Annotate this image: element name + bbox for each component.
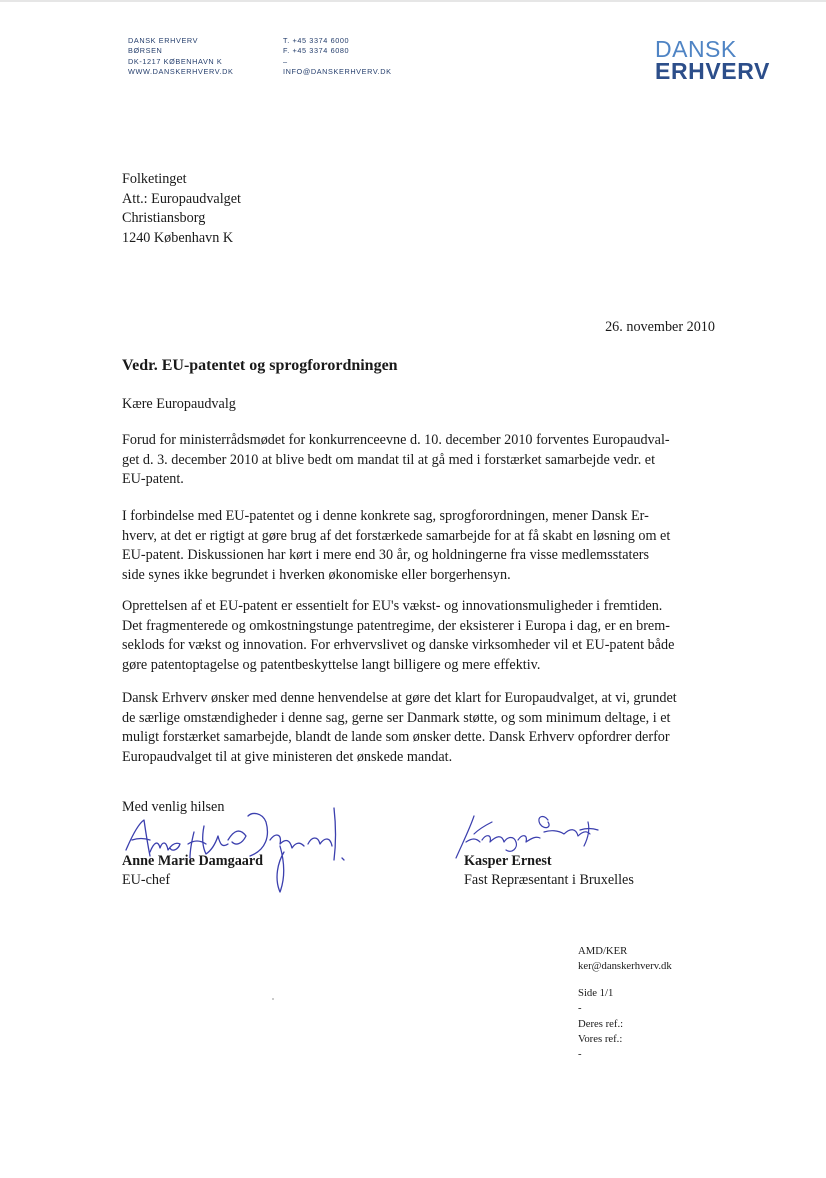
letterhead-contact bbox=[283, 36, 392, 77]
body-paragraph-2 bbox=[122, 507, 716, 585]
paragraph-line: Oprettelsen af et EU-patent er essentielt for EU's vækst- og innovationsmuligheder i fremtiden. bbox=[122, 598, 663, 614]
vores-ref: Vores ref.: bbox=[578, 1032, 623, 1045]
paragraph-line: get d. 3. december 2010 at blive bedt om mandat til at gå med i forstærket samarbejde vedr. et bbox=[122, 451, 656, 468]
paragraph-line: EU-patent. bbox=[122, 471, 184, 487]
letter-subject: Vedr. EU-patentet og sprogforordningen bbox=[122, 357, 398, 374]
paragraph-line: EU-patent. Diskussionen har kørt i mere end 30 år, og holdningerne fra visse medlemsstaters bbox=[122, 547, 649, 563]
paragraph-line: Forud for ministerrådsmødet for konkurrenceevne d. 10. december 2010 forventes Europaudval- bbox=[122, 432, 670, 448]
body-paragraph-1 bbox=[122, 431, 716, 490]
recipient-line: 1240 København K bbox=[122, 229, 234, 246]
signatory-2-name: Kasper Ernest bbox=[464, 853, 552, 869]
body-paragraph-3 bbox=[122, 597, 716, 675]
dansk-erhverv-logo bbox=[655, 38, 770, 82]
paragraph-line: seklods for vækst og innovation. For erhvervslivet og danske virksomheder vil et EU-patent både bbox=[122, 637, 675, 653]
paragraph-line: muligt forstærket samarbejde, blandt de lande som ønsker dette. Dansk Erhverv opfordrer derfor bbox=[122, 729, 670, 745]
page-number: Side 1/1 bbox=[578, 987, 614, 999]
paragraph-line: Europaudvalget til at give ministeren det ønskede mandat. bbox=[122, 748, 453, 765]
meta-dash: - bbox=[578, 1002, 582, 1015]
reference-initials-block bbox=[578, 944, 672, 975]
top-edge-line bbox=[0, 0, 826, 2]
contact-dash: – bbox=[283, 56, 288, 66]
company-building: BØRSEN bbox=[128, 46, 163, 56]
fax: F. +45 3374 6080 bbox=[283, 46, 350, 56]
contact-email: ker@danskerhverv.dk bbox=[578, 960, 672, 973]
paragraph-line: Det fragmenterede og omkostningstunge patentregime, der eksisterer i Europa i dag, er en brem- bbox=[122, 617, 670, 634]
company-website: WWW.DANSKERHVERV.DK bbox=[128, 66, 234, 76]
letterhead-address bbox=[128, 36, 233, 77]
reference-page-block bbox=[578, 986, 623, 1062]
recipient-line: Folketinget bbox=[122, 171, 187, 187]
recipient-line: Att.: Europaudvalget bbox=[122, 190, 241, 207]
paragraph-line: de særlige omstændigheder i denne sag, gerne ser Danmark støtte, og som minimum deltage, i et bbox=[122, 709, 671, 726]
logo-word-erhverv: ERHVERV bbox=[655, 58, 770, 84]
deres-ref: Deres ref.: bbox=[578, 1017, 624, 1030]
recipient-address bbox=[122, 170, 241, 248]
signatory-2-role: Fast Repræsentant i Bruxelles bbox=[464, 872, 634, 888]
paragraph-line: gøre patentoptagelse og patentbeskyttelse langt billigere og mere effektiv. bbox=[122, 656, 541, 673]
paragraph-line: I forbindelse med EU-patentet og i denne konkrete sag, sprogforordningen, mener Dansk Er- bbox=[122, 508, 649, 524]
scan-speck bbox=[272, 998, 274, 1000]
meta-dash: - bbox=[578, 1048, 582, 1061]
body-paragraph-4 bbox=[122, 689, 716, 767]
paragraph-line: side synes ikke begrundet i hverken økonomiske eller borgerhensyn. bbox=[122, 566, 511, 583]
signatory-1-role: EU-chef bbox=[122, 872, 171, 888]
paragraph-line: hverv, at det er rigtigt at gøre brug af det forstærkede samarbejde for at få skabt en løsning om et bbox=[122, 527, 671, 544]
email: INFO@DANSKERHVERV.DK bbox=[283, 66, 392, 76]
phone: T. +45 3374 6000 bbox=[283, 36, 350, 45]
salutation: Kære Europaudvalg bbox=[122, 396, 236, 412]
logo-word-dansk: DANSK bbox=[655, 36, 737, 62]
company-postal: DK-1217 KØBENHAVN K bbox=[128, 56, 223, 66]
recipient-line: Christiansborg bbox=[122, 210, 206, 226]
paragraph-line: Dansk Erhverv ønsker med denne henvendelse at gøre det klart for Europaudvalget, at vi, grundet bbox=[122, 690, 677, 706]
letter-date: 26. november 2010 bbox=[605, 319, 715, 335]
closing-phrase: Med venlig hilsen bbox=[122, 799, 225, 815]
company-name: DANSK ERHVERV bbox=[128, 36, 199, 45]
signatory-1-name: Anne Marie Damgaard bbox=[122, 853, 264, 869]
initials: AMD/KER bbox=[578, 945, 628, 957]
